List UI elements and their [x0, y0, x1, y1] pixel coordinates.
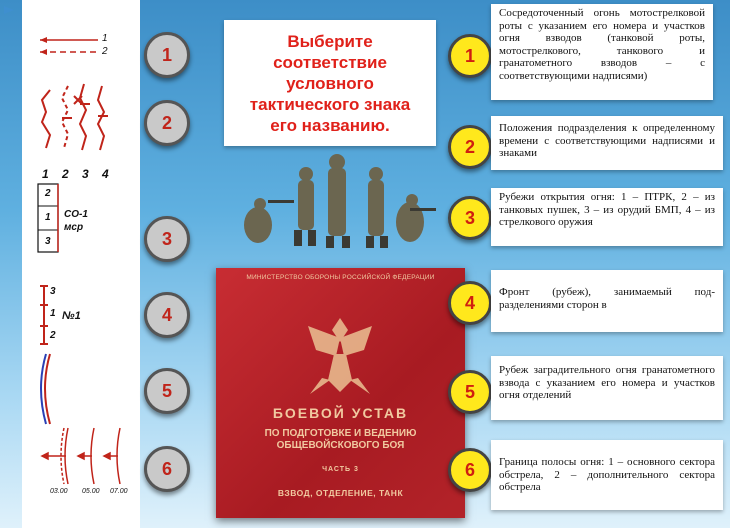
symbol-2-label-2: 2 [62, 167, 69, 181]
description-card-2 [491, 116, 723, 170]
left-number-5-label: 5 [161, 380, 172, 401]
left-number-2[interactable] [144, 100, 190, 146]
book-subtitle: ПО ПОДГОТОВКЕ И ВЕДЕНИЮ ОБЩЕВОЙСКОВОГО БОЯ [264, 428, 417, 451]
left-number-3-label: 3 [161, 228, 172, 249]
left-number-3[interactable] [144, 216, 190, 262]
task-title-text: Выберите соответствие условного тактического знака его названию. [249, 31, 411, 135]
book-units: ВЗВОД, ОТДЕЛЕНИЕ, ТАНК [277, 488, 404, 498]
symbol-3-caption: СО-1 мср [64, 209, 88, 233]
description-card-5 [491, 356, 723, 420]
book-main-title: БОЕВОЙ УСТАВ [272, 405, 409, 421]
right-number-2[interactable] [448, 125, 492, 169]
symbol-6 [42, 428, 120, 484]
left-number-4[interactable] [144, 292, 190, 338]
description-card-1 [491, 4, 713, 100]
corner-arrow-icon [0, 0, 22, 22]
left-number-4-label: 4 [161, 304, 172, 325]
right-number-5-label: 5 [464, 381, 475, 402]
description-card-6 [491, 440, 723, 510]
symbol-4-caption: №1 [62, 310, 81, 322]
symbol-3-box-3: 3 [45, 236, 51, 247]
right-number-5[interactable] [448, 370, 492, 414]
left-number-1[interactable] [144, 32, 190, 78]
symbol-6-time-1: 03.00 [50, 488, 68, 495]
symbol-4 [40, 286, 48, 344]
description-card-3 [491, 188, 723, 246]
right-number-6-label: 6 [464, 459, 475, 480]
left-number-6-label: 6 [161, 458, 172, 479]
symbol-1-label-2: 2 [102, 46, 108, 57]
symbol-4-label-1: 3 [50, 286, 56, 297]
right-number-3[interactable] [448, 196, 492, 240]
book-part: ЧАСТЬ 3 [322, 466, 359, 473]
left-number-2-label: 2 [161, 112, 172, 133]
symbol-4-label-3: 2 [50, 330, 56, 341]
description-4: Фронт (рубеж), занимаемый подразделениями сторон в [499, 286, 715, 311]
right-number-1[interactable] [448, 34, 492, 78]
symbol-5 [41, 354, 50, 424]
description-3: Рубежи открытия огня: 1 – ПТРК, 2 – из танковых пушек, 3 – из орудий БМП, 4 – из стрелкового оружия [499, 191, 715, 228]
right-number-3-label: 3 [464, 207, 475, 228]
symbol-2 [42, 84, 108, 150]
symbols-sheet [22, 0, 140, 528]
right-number-4[interactable] [448, 281, 492, 325]
book-ministry: МИНИСТЕРСТВО ОБОРОНЫ РОССИЙСКОЙ ФЕДЕРАЦИИ [246, 274, 435, 281]
left-number-6[interactable] [144, 446, 190, 492]
symbol-1-label-1: 1 [102, 33, 108, 44]
right-number-2-label: 2 [464, 136, 475, 157]
symbol-4-label-2: 1 [50, 308, 56, 319]
description-1: Сосредоточенный огонь мотострелковой роты с указанием его номера и участков огня взводов (танковой роты, мотострелкового, танкового и гранатометного взводов – с соответствующими надписями) [499, 7, 705, 82]
right-number-1-label: 1 [464, 45, 475, 66]
symbol-6-time-2: 05.00 [82, 488, 100, 495]
combat-manual-book [216, 268, 465, 518]
right-number-4-label: 4 [464, 292, 475, 313]
description-2: Положения подразделения к определенному времени с соответствующими надписями и знаками [499, 122, 715, 159]
symbol-1 [40, 37, 98, 55]
symbol-2-label-4: 4 [102, 167, 109, 181]
right-number-6[interactable] [448, 448, 492, 492]
symbol-6-time-3: 07.00 [110, 488, 128, 495]
description-6: Граница полосы огня: 1 – основного сектора обстрела, 2 – дополнительного сектора обстрела [499, 456, 715, 493]
symbol-3-box-1: 2 [45, 188, 51, 199]
symbol-2-label-1: 1 [42, 167, 49, 181]
left-number-1-label: 1 [161, 44, 172, 65]
symbol-2-label-3: 3 [82, 167, 89, 181]
symbols-drawing [22, 0, 140, 528]
description-5: Рубеж заградительного огня гранатометного взвода с указанием его номера и участков огня отделений [499, 364, 715, 401]
soldiers-image [238, 150, 438, 250]
left-number-5[interactable] [144, 368, 190, 414]
symbol-3-box-2: 1 [45, 212, 51, 223]
description-card-4 [491, 270, 723, 332]
task-title [224, 20, 436, 146]
eagle-emblem-icon [300, 308, 380, 398]
